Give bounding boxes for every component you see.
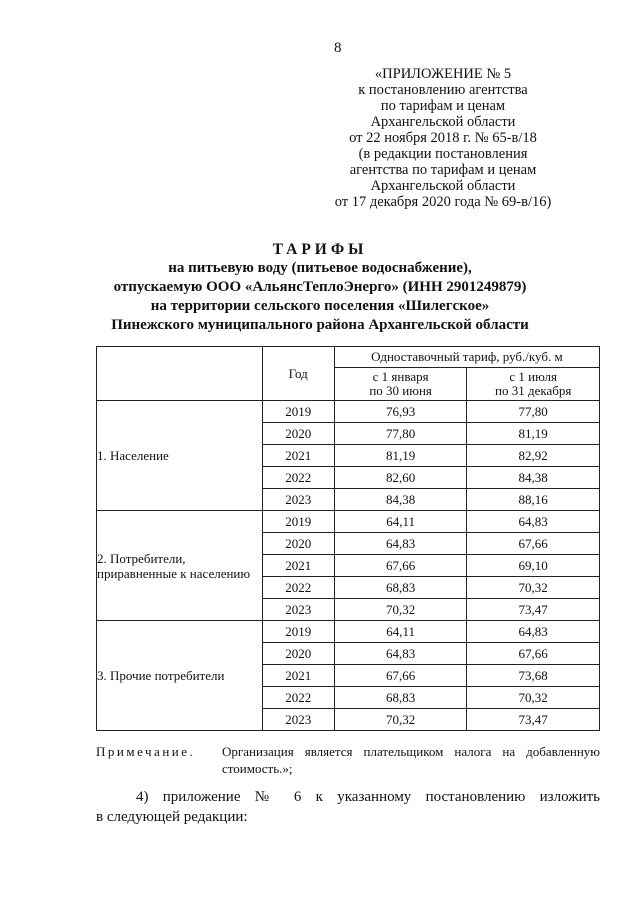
appendix-line: от 17 декабря 2020 года № 69-в/16) <box>334 194 552 210</box>
year-cell: 2022 <box>262 467 334 489</box>
appendix-line: к постановлению агентства <box>358 82 528 98</box>
tariff-table-body <box>97 401 600 731</box>
tariff-h1-cell: 84,38 <box>334 489 467 511</box>
document-title <box>0 240 640 335</box>
note <box>96 743 600 777</box>
tariff-h2-cell: 84,38 <box>467 467 600 489</box>
tariff-h2-cell: 67,66 <box>467 643 600 665</box>
table-row <box>97 401 600 423</box>
appendix-line: по тарифам и ценам <box>380 98 506 114</box>
group-header <box>97 347 263 401</box>
paragraph-line: в следующей редакции: <box>96 809 248 825</box>
tariff-h2-cell: 73,47 <box>467 599 600 621</box>
year-cell: 2020 <box>262 643 334 665</box>
page-number: 8 <box>334 40 342 56</box>
consumer-group-cell: 1. Население <box>97 401 263 511</box>
tariff-h1-cell: 64,83 <box>334 643 467 665</box>
note-label: Примечание. <box>96 744 196 759</box>
year-cell: 2023 <box>262 599 334 621</box>
tariff-h2-cell: 82,92 <box>467 445 600 467</box>
tariff-h2-cell: 88,16 <box>467 489 600 511</box>
appendix-line: Архангельской области <box>370 114 516 130</box>
tariff-h2-cell: 73,47 <box>467 709 600 731</box>
tariff-h1-cell: 64,11 <box>334 511 467 533</box>
table-row <box>97 511 600 533</box>
year-cell: 2021 <box>262 445 334 467</box>
table-row <box>97 621 600 643</box>
tariff-h2-cell: 67,66 <box>467 533 600 555</box>
appendix-header <box>300 66 586 210</box>
year-cell: 2022 <box>262 687 334 709</box>
year-cell: 2019 <box>262 621 334 643</box>
tariff-h1-cell: 76,93 <box>334 401 467 423</box>
year-cell: 2023 <box>262 489 334 511</box>
tariff-h1-cell: 70,32 <box>334 599 467 621</box>
period2-header: с 1 июля по 31 декабря <box>467 368 600 401</box>
year-cell: 2020 <box>262 533 334 555</box>
tariff-table <box>96 346 600 731</box>
year-cell: 2022 <box>262 577 334 599</box>
tariff-h1-cell: 82,60 <box>334 467 467 489</box>
appendix-line: (в редакции постановления <box>358 146 528 162</box>
consumer-group-cell: 3. Прочие потребители <box>97 621 263 731</box>
tariff-h1-cell: 68,83 <box>334 577 467 599</box>
tariff-h1-cell: 64,83 <box>334 533 467 555</box>
year-cell: 2023 <box>262 709 334 731</box>
year-cell: 2021 <box>262 555 334 577</box>
year-cell: 2021 <box>262 665 334 687</box>
title-line: отпускаемую ООО «АльянсТеплоЭнерго» (ИНН 2901249879) <box>113 279 527 295</box>
tariff-h1-cell: 70,32 <box>334 709 467 731</box>
tariff-h2-cell: 70,32 <box>467 687 600 709</box>
year-header: Год <box>262 347 334 401</box>
tariff-header: Одноставочный тариф, руб./куб. м <box>334 347 599 368</box>
tariff-h2-cell: 64,83 <box>467 511 600 533</box>
title-line: Пинежского муниципального района Архангельской области <box>111 317 529 333</box>
table-header-row <box>97 347 600 368</box>
tariff-h1-cell: 67,66 <box>334 665 467 687</box>
tariff-h1-cell: 67,66 <box>334 555 467 577</box>
period1-header: с 1 января по 30 июня <box>334 368 467 401</box>
title-line: на питьевую воду (питьевое водоснабжение), <box>168 260 472 276</box>
tariff-h2-cell: 77,80 <box>467 401 600 423</box>
appendix-line: «ПРИЛОЖЕНИЕ № 5 <box>374 66 512 82</box>
paragraph-line: 4) приложение № 6 к указанному постановлению изложить <box>136 789 600 805</box>
note-text: Организация является плательщиком налога на добавленную стоимость.»; <box>222 744 600 776</box>
appendix-line: агентства по тарифам и ценам <box>349 162 537 178</box>
appendix-line: Архангельской области <box>370 178 516 194</box>
tariff-h1-cell: 68,83 <box>334 687 467 709</box>
tariff-h2-cell: 73,68 <box>467 665 600 687</box>
title-heading: ТАРИФЫ <box>272 241 368 258</box>
tariff-h2-cell: 69,10 <box>467 555 600 577</box>
year-cell: 2019 <box>262 401 334 423</box>
appendix-line: от 22 ноября 2018 г. № 65-в/18 <box>349 130 537 146</box>
tariff-h1-cell: 81,19 <box>334 445 467 467</box>
tariff-h1-cell: 64,11 <box>334 621 467 643</box>
year-cell: 2020 <box>262 423 334 445</box>
tariff-h2-cell: 70,32 <box>467 577 600 599</box>
tariff-h2-cell: 64,83 <box>467 621 600 643</box>
title-line: на территории сельского поселения «Шилегское» <box>150 298 490 314</box>
tariff-h2-cell: 81,19 <box>467 423 600 445</box>
year-cell: 2019 <box>262 511 334 533</box>
tariff-h1-cell: 77,80 <box>334 423 467 445</box>
body-paragraph <box>96 787 600 827</box>
consumer-group-cell: 2. Потребители, приравненные к населению <box>97 511 263 621</box>
